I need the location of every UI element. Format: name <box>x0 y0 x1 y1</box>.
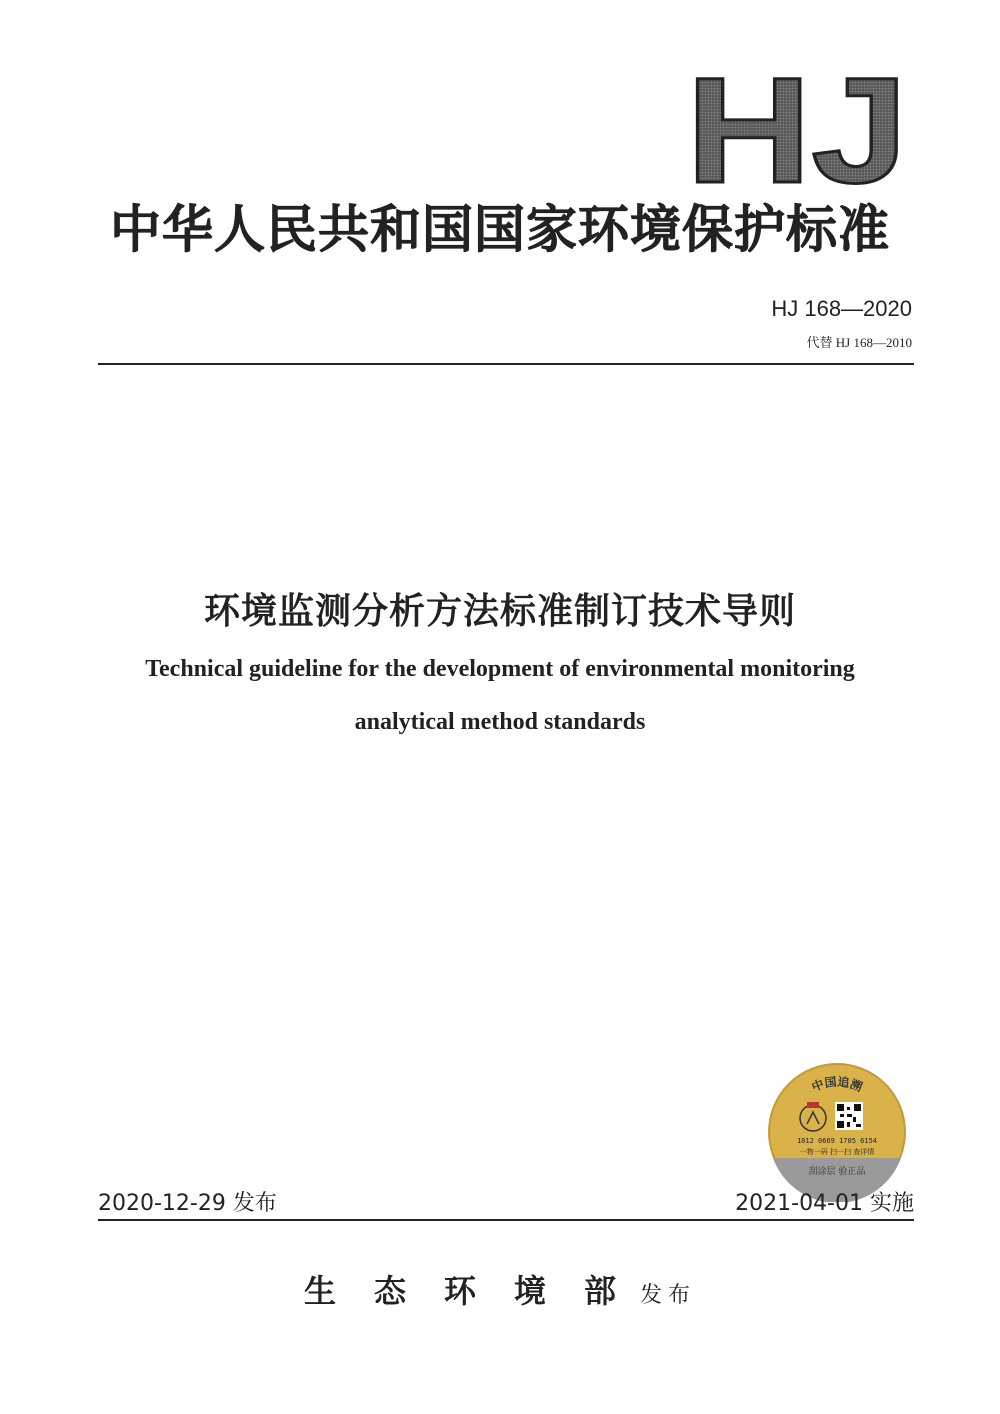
footer-divider <box>98 1219 914 1221</box>
replaces-note: 代替 HJ 168—2010 <box>806 335 912 350</box>
qr-code-icon <box>835 1102 863 1130</box>
document-title-chinese: 环境监测分析方法标准制订技术导则 <box>203 591 796 632</box>
seal-top-text: 中国追溯 <box>809 1074 865 1095</box>
document-title-english-line1: Technical guideline for the development of environmental monitoring <box>145 656 855 682</box>
standard-code: HJ 168—2020 <box>771 296 912 321</box>
hj-logo <box>686 66 912 194</box>
header-divider <box>98 363 914 365</box>
hj-logo-text: HJ <box>686 66 908 194</box>
publisher-verb: 发布 <box>640 1283 697 1308</box>
seal-serial: 1012 0669 1705 6154 <box>796 1137 878 1145</box>
release-date: 2020-12-29 发布 <box>98 1191 277 1216</box>
seal-scratch-text: 刮涂层 验正品 <box>808 1167 866 1177</box>
effective-date: 2021-04-01 实施 <box>735 1191 914 1216</box>
anti-counterfeit-seal <box>767 1062 907 1202</box>
publisher-name: 生态环境部 <box>303 1272 654 1310</box>
publisher-line <box>0 1266 1000 1312</box>
standard-type-heading: 中华人民共和国国家环境保护标准 <box>109 201 890 260</box>
document-title-english-line2: analytical method standards <box>354 709 646 735</box>
seal-slogan: 一物一码 扫一扫 查详情 <box>799 1148 875 1156</box>
